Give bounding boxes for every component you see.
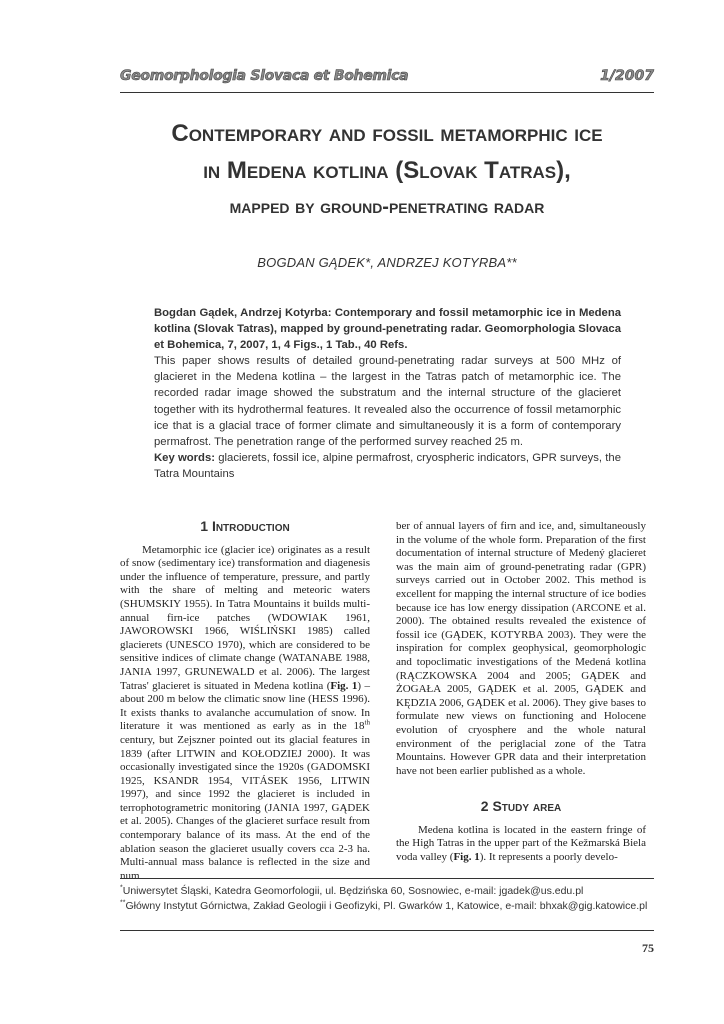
title-line-3: mapped by ground-penetrating radar (229, 196, 545, 218)
footnote-2-text: Główny Instytut Górnictwa, Zakład Geologii i Geofizyki, Pl. Gwarków 1, Katowice, e-mail: bhxak@gig.katowice.pl (125, 899, 648, 912)
keywords (154, 450, 621, 482)
right-column (396, 520, 646, 865)
footnote-rule (120, 878, 654, 879)
keywords-label: Key words: (154, 451, 215, 464)
section-heading-study-area: 2 Study area (480, 798, 562, 815)
abstract-citation: Bogdan Gądek, Andrzej Kotyrba: Contemporary and fossil metamorphic ice in Medena kotlina (Slovak Tatras), mapped by ground-penetrating radar. Geomorphologia Slovaca et Bohemica, 7, 2007, 1, 4 Figs., 1 Tab., 40 Refs. (154, 307, 621, 352)
footnote-2-mark: ** (120, 899, 126, 906)
abstract-text: This paper shows results of detailed ground-penetrating radar surveys at 500 MHz of glacieret in the Medena kotlina – the largest in the Tatras patch of metamorphic ice. The recorded radar image showed the substratum and the internal structure of the glacieret together with its hydrothermal features. It revealed also the occurrence of fossil metamorphic ice that is a glacial trace of former climate and simultaneously it is a form of contemporary permafrost. The penetration range of the performed survey reached 25 m. (154, 355, 621, 448)
page-number: 75 (642, 941, 654, 955)
keywords-list: glacierets, fossil ice, alpine permafrost, cryospheric indicators, GPR surveys, the Tatra Mountains (154, 451, 621, 480)
fig-1-reference[interactable]: Fig. 1 (330, 679, 358, 692)
footnote-1-mark: * (120, 884, 123, 892)
issue-number: 1/2007 (600, 68, 654, 84)
footnote-1 (120, 884, 654, 899)
footnote-2 (120, 899, 654, 914)
study-text-a: Medena kotlina is located in the eastern fringe of the High Tatras in the upper part of the Kežmarská Biela voda valley ( (396, 823, 646, 864)
running-header (120, 68, 654, 90)
superscript-th: th (364, 718, 370, 727)
left-column (120, 520, 370, 883)
paper-title (120, 115, 654, 226)
intro-text-b: ) – about 200 m below the climatic snow line (HESS 1996). It exists thanks to avalanche accumulation of snow. In literature it was mentioned as early as in the 18 (120, 679, 370, 733)
study-area-paragraph (396, 824, 646, 865)
title-line-2: in Medena kotlina (Slovak Tatras), (203, 157, 571, 184)
intro-text-c: century, but Zejszner pointed out its glacial features in 1839 (after LITWIN and KOŁODZIEJ 2000). It was occasionally investigated since the 1920s (GADOMSKI 1925, KSANDR 1954, VITÁSEK 1956, LITWIN 1997), and since 1992 the glacieret is included in terrophotogrametric monitoring (JANIA 1997, GĄDEK et al. 2005). Changes of the glacieret surface result from contemporary balance of its mass. At the end of the ablation season the glacieret usually covers cca 2-3 ha. Multi-annual mass balance is reflected in the size and num (120, 733, 370, 882)
title-line-1: Contemporary and fossil metamorphic ice (171, 120, 603, 147)
introduction-paragraph (120, 544, 370, 884)
introduction-continued: ber of annual layers of firn and ice, and, simultaneously in the volume of the whole form. Preparation of the first documentation of internal structure of Medený glacieret was the main aim of ground-penetrating radar (GPR) surveys carried out in October 2002. This method is excellent for mapping the internal structure of ice bodies because ice has low energy dissipation (ARCONE et al. 2000). The obtained results revealed the existence of fossil ice (GĄDEK, KOTYRBA 2003). They were the inspiration for complex geophysical, geomorphologic and topoclimatic investigations of the Medená kotlina (RĄCZKOWSKA 2004 and 2005; GĄDEK and ŻOGAŁA 2005, GĄDEK et al. 2005, GĄDEK and KĘDZIA 2006, GĄDEK et al. 2006). They give bases to formulate new views on functioning and Holocene evolution of cryosphere and the whole natural environment of the periglacial zone of the Tatra Mountains. However GPR data and their interpretation have not been earlier published as a whole. (396, 520, 646, 777)
footnote-1-text: Uniwersytet Śląski, Katedra Geomorfologii, ul. Będzińska 60, Sosnowiec, e-mail: jgadek@us.edu.pl (122, 885, 584, 897)
footnotes (120, 884, 654, 913)
abstract-block (154, 305, 621, 482)
fig-1-reference-2[interactable]: Fig. 1 (453, 851, 480, 864)
journal-name: Geomorphologia Slovaca et Bohemica (120, 68, 409, 84)
intro-text-a: Metamorphic ice (glacier ice) originates as a result of snow (sedimentary ice) transformation and diagenesis under the influence of temperature, pressure, and partly with the share of melting and meteoric waters (SHUMSKIY 1955). In Tatra Mountains it builds multi-annual firn-ice patches (WDOWIAK 1961, JAWOROWSKI 1966, WIŚLIŃSKI 1985) called glacierets (UNESCO 1970), which are considered to be sensitive indices of climate change (WATANABE 1988, JANIA 1997, GRUNEWALD et al. 2006). The largest Tatras' glacieret is situated in Medena kotlina ( (120, 543, 370, 692)
header-rule (120, 92, 654, 93)
study-text-b: ). It represents a poorly develo- (479, 851, 618, 864)
section-heading-introduction: 1 Introduction (200, 518, 290, 534)
author-list: BOGDAN GĄDEK*, ANDRZEJ KOTYRBA** (257, 255, 517, 270)
bottom-rule (120, 930, 654, 931)
